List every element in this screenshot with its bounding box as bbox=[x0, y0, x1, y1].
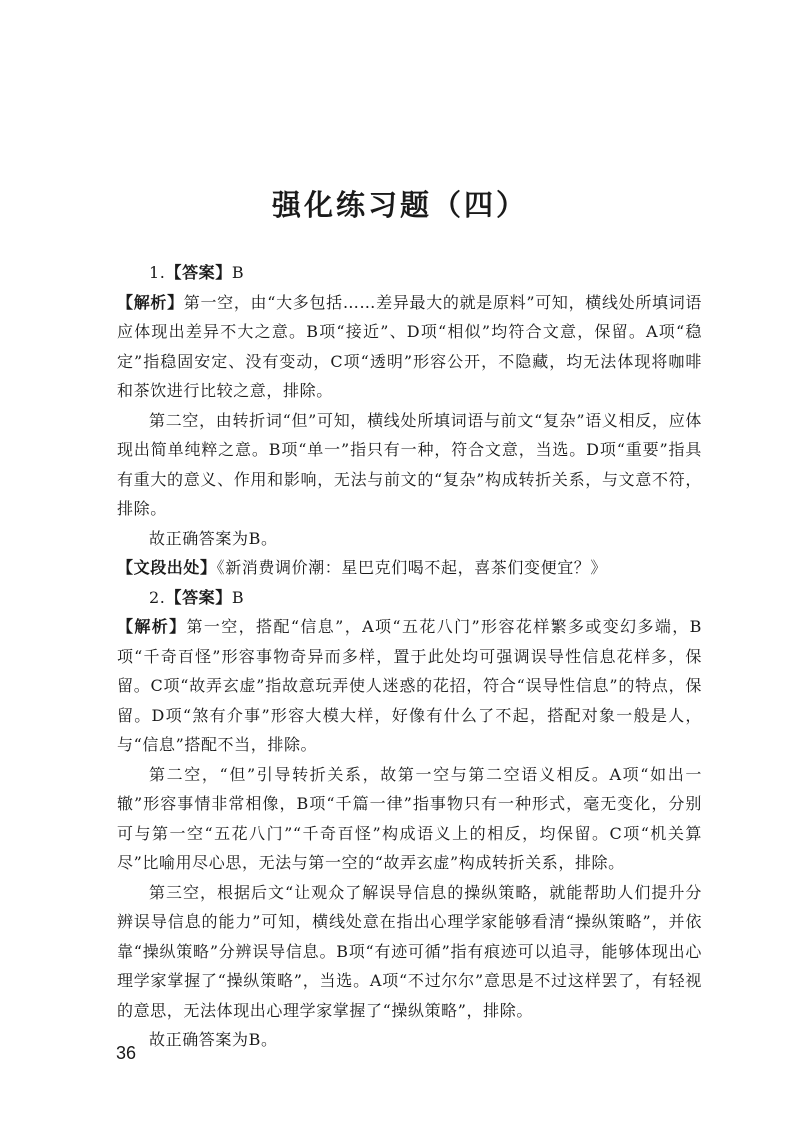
answer-content bbox=[117, 258, 702, 1055]
q2-analysis-p3: 第三空，根据后文“让观众了解误导信息的操纵策略，就能帮助人们提升分辨误导信息的能力”可知，横线处意在指出心理学家能够看清“操纵策略”，并依靠“操纵策略”分辨误导信息。B项“有迹可循”指有痕迹可以追寻，能够体现出心理学家掌握了“操纵策略”，当选。A项“不过尔尔”意思是不过这样罢了，有轻视的意思，无法体现出心理学家掌握了“操纵策略”，排除。 bbox=[117, 882, 702, 1020]
q1-answer-line bbox=[117, 258, 702, 288]
q2-analysis-p2: 第二空，“但”引导转折关系，故第一空与第二空语义相反。A项“如出一辙”形容事情非常相像，B项“千篇一律”指事物只有一种形式，毫无变化，分别可与第一空“五花八门”“千奇百怪”构成语义上的相反，均保留。C项“机关算尽”比喻用尽心思，无法与第一空的“故弄玄虚”构成转折关系，排除。 bbox=[117, 764, 702, 872]
q1-source-tag: 【文段出处】 bbox=[117, 558, 217, 577]
q2-answer-value: B bbox=[231, 587, 245, 607]
q1-source-text: 《新消费调价潮：星巴克们喝不起，喜茶们变便宜？》 bbox=[216, 558, 608, 577]
page-title: 强化练习题（四） bbox=[271, 188, 528, 222]
q1-number: 1. bbox=[149, 263, 166, 282]
q1-analysis-tag: 【解析】 bbox=[117, 292, 184, 312]
q1-analysis-text-1: 第一空，由“大多包括……差异最大的就是原料”可知，横线处所填词语应体现出差异不大之意。B项“接近”、D项“相似”均符合文意，保留。A项“稳定”指稳固安定、没有变动，C项“透明”形容公开，不隐藏，均无法体现将咖啡和茶饮进行比较之意，排除。 bbox=[117, 292, 703, 400]
page-number: 36 bbox=[116, 1043, 137, 1063]
q1-answer-value: B bbox=[231, 263, 245, 282]
q1-answer-tag: 【答案】 bbox=[165, 263, 232, 282]
q2-number: 2. bbox=[149, 587, 166, 607]
q1-analysis-p2: 第二空，由转折词“但”可知，横线处所填词语与前文“复杂”语义相反，应体现出简单纯粹之意。B项“单一”指只有一种，符合文意，当选。D项“重要”指具有重大的意义、作用和影响，无法与前文的“复杂”构成转折关系，与文意不符，排除。 bbox=[117, 410, 702, 518]
q1-analysis-p1 bbox=[117, 288, 702, 406]
q2-answer-tag: 【答案】 bbox=[165, 587, 232, 607]
q2-analysis-text-1: 第一空，搭配“信息”，A项“五花八门”形容花样繁多或变幻多端，B项“千奇百怪”形容事物奇异而多样，置于此处均可强调误导性信息花样多，保留。C项“故弄玄虚”指故意玩弄使人迷惑的花招，符合“误导性信息”的特点，保留。D项“煞有介事”形容大模大样，好像有什么了不起，搭配对象一般是人，与“信息”搭配不当，排除。 bbox=[117, 617, 702, 754]
q2-conclusion: 故正确答案为B。 bbox=[149, 1030, 278, 1049]
q2-analysis-tag: 【解析】 bbox=[117, 617, 187, 636]
q2-analysis-p1 bbox=[117, 612, 702, 760]
q1-source-line bbox=[117, 553, 702, 583]
q2-answer-line bbox=[117, 583, 702, 613]
q1-conclusion: 故正确答案为B。 bbox=[149, 528, 278, 548]
